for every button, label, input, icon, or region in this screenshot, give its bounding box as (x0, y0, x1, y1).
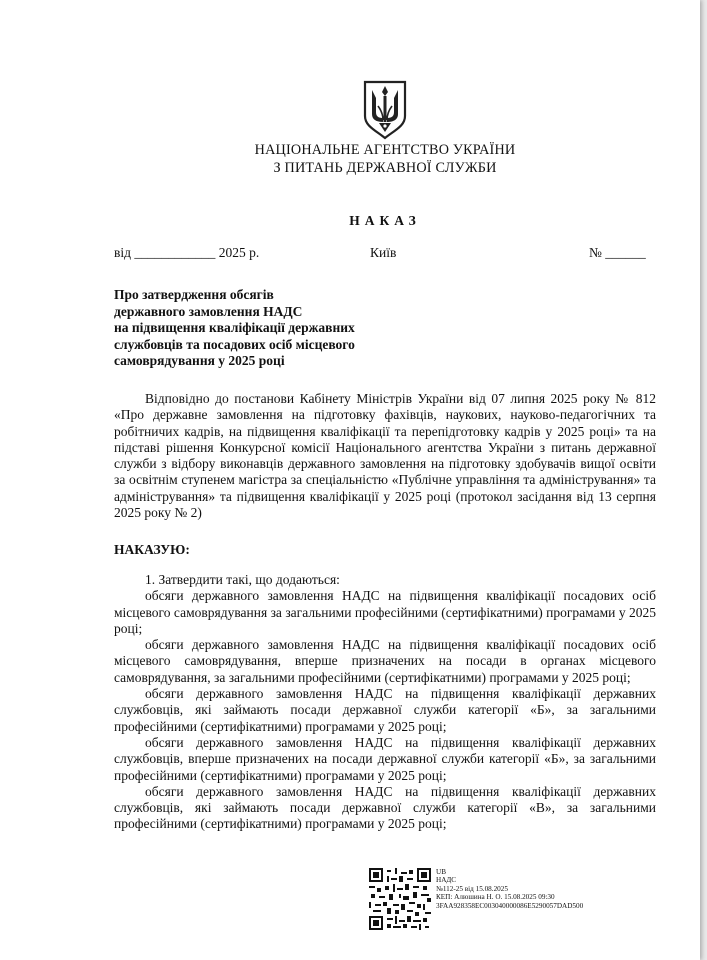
order-item: обсяги державного замовлення НАДС на підвищення кваліфікації державних службовців, вперше призначених на посади державної служби категорії «Б», за загальними професійними (сертифікатними) програмами у 2025 році; (114, 734, 656, 783)
order-item: обсяги державного замовлення НАДС на підвищення кваліфікації державних службовців, які займають посади державної служби категорії «В», за загальними професійними (сертифікатними) програмами у 2025 році; (114, 783, 656, 832)
order-item: обсяги державного замовлення НАДС на підвищення кваліфікації посадових осіб місцевого самоврядування, вперше призначених на посади в органах місцевого самоврядування, за загальними професійними (сертифікатними) програмами у 2025 році; (114, 637, 656, 685)
stamp-line: КЕП: Алюшина Н. О. 15.08.2025 09:30 (436, 893, 555, 902)
order-subject (114, 287, 414, 370)
stamp-line: 3FAA928358EC003040000086E5290057DAD500 (436, 901, 584, 910)
order-city: Київ (370, 245, 397, 260)
subject-line: на підвищення кваліфікації державних (114, 320, 355, 335)
order-date: від ____________ 2025 р. (114, 245, 260, 260)
agency-name-line1: НАЦІОНАЛЬНЕ АГЕНТСТВО УКРАЇНИ (254, 142, 516, 158)
order-title: НАКАЗ (349, 213, 421, 228)
agency-name (0, 141, 707, 177)
subject-line: Про затвердження обсягів (114, 287, 274, 302)
order-item: обсяги державного замовлення НАДС на підвищення кваліфікації державних службовців, які займають посади державної служби категорії «Б», за загальними професійними (сертифікатними) програмами у 2025 році; (114, 686, 656, 734)
subject-line: службовців та посадових осіб місцевого (114, 336, 355, 352)
agency-name-line2: З ПИТАНЬ ДЕРЖАВНОЇ СЛУЖБИ (273, 160, 497, 176)
signature-details (436, 868, 583, 910)
trident-emblem-icon (361, 76, 409, 140)
stamp-line: №112-25 від 15.08.2025 (436, 884, 508, 893)
qr-code-icon (369, 868, 431, 930)
preamble-paragraph: Відповідно до постанови Кабінету Міністрів України від 07 липня 2025 року № 812 «Про державне замовлення на підготовку фахівців, наукових, науково-педагогічних та робітничих кадрів, на підвищення кваліфікації та перепідготовку кадрів у 2025 році» та на підставі рішення Конкурсної комісії Національного агентства України з питань державної служби з відбору виконавців державного замовлення на підготовку здобувачів вищої освіти за освітнім ступенем магістра за спеціальністю «Публічне управління та адміністрування» та адміністрування» та підвищення кваліфікації у 2025 році (протокол засідання від 13 серпня 2025 року № 2) (114, 391, 656, 521)
subject-line: самоврядування у 2025 році (114, 353, 285, 368)
order-items (114, 572, 656, 833)
order-directive: НАКАЗУЮ: (114, 542, 190, 557)
order-item: 1. Затвердити такі, що додаються: (145, 572, 340, 587)
order-number: № ______ (589, 245, 646, 260)
subject-line: державного замовлення НАДС (114, 303, 303, 319)
stamp-line: НАДС (436, 876, 457, 885)
electronic-signature-stamp (369, 868, 669, 930)
stamp-line: UB (436, 868, 446, 876)
order-item: обсяги державного замовлення НАДС на підвищення кваліфікації посадових осіб місцевого самоврядування за загальними професійними (сертифікатними) програмами у 2025 році; (114, 588, 656, 636)
